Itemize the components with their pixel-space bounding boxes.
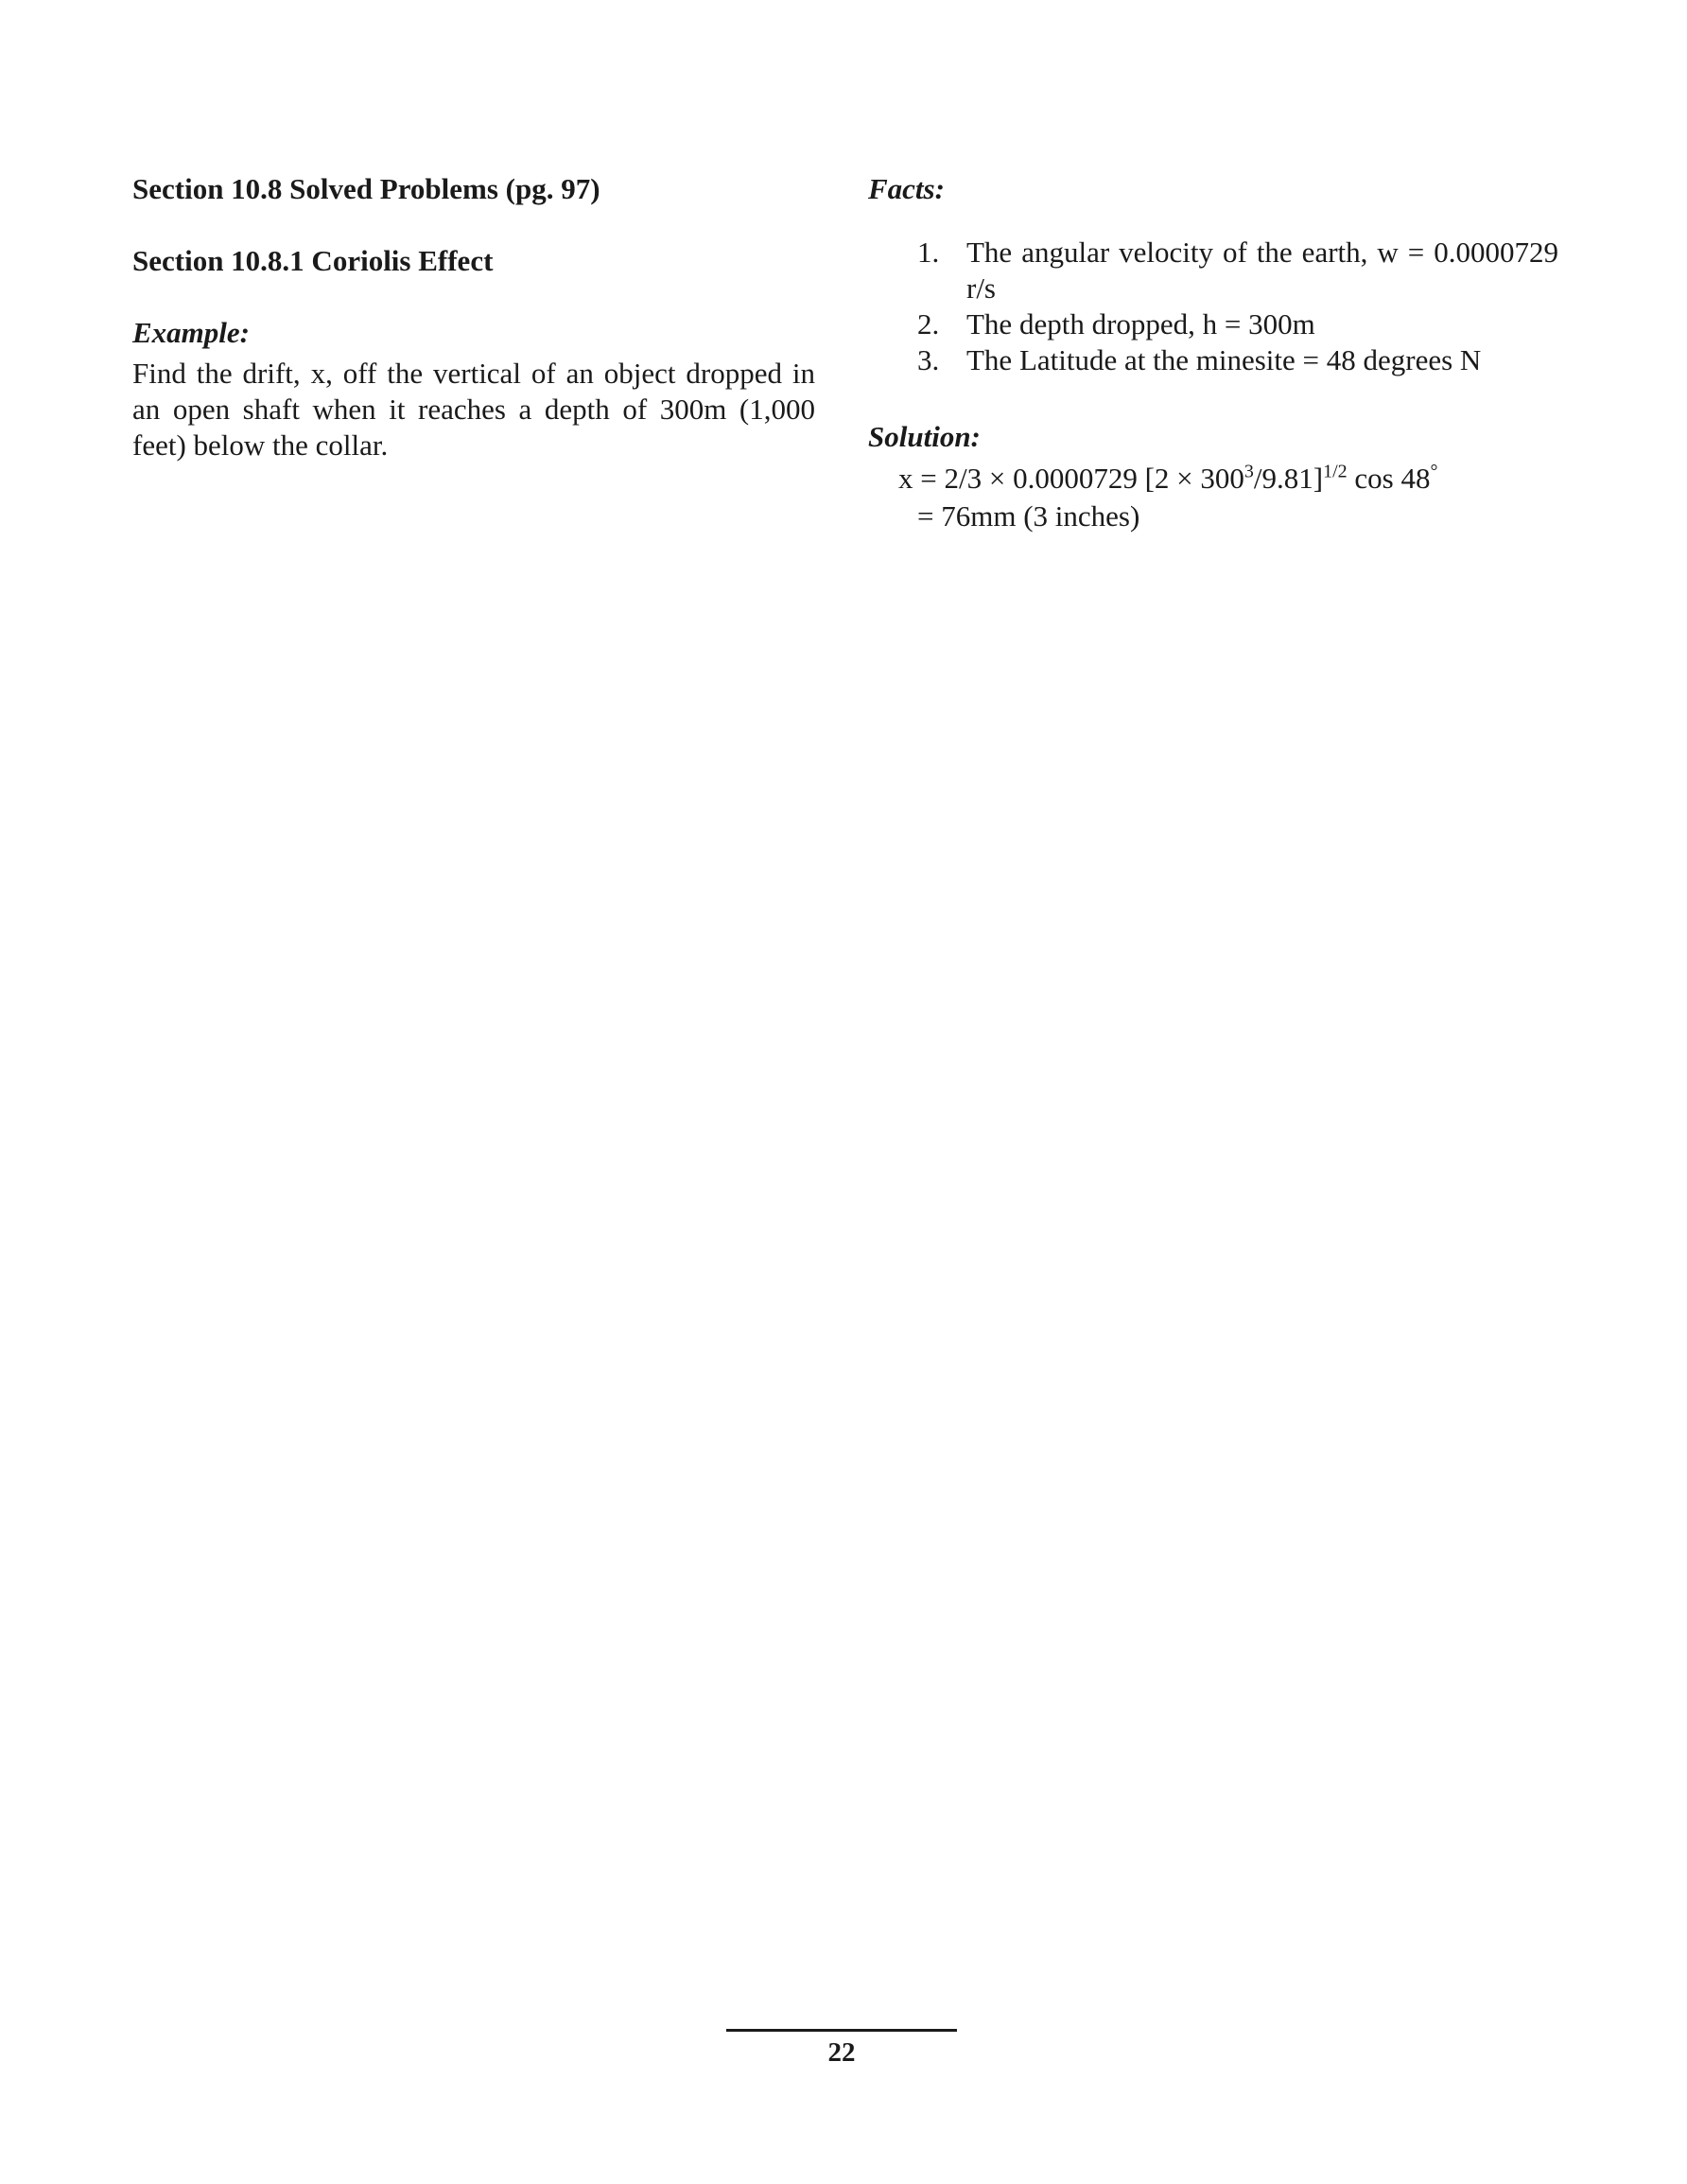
fact-item [868, 342, 1558, 378]
facts-list [868, 235, 1558, 378]
formula-part: x = 2/3 × 0.0000729 [2 × 300 [898, 462, 1244, 495]
footer-rule [726, 2029, 957, 2032]
example-label: Example: [132, 316, 250, 349]
subsection-heading: Section 10.8.1 Coriolis Effect [132, 244, 494, 277]
solution-result: = 76mm (3 inches) [917, 499, 1140, 533]
right-column [868, 170, 1558, 535]
formula-part: cos 48 [1347, 462, 1431, 495]
example-text: Find the drift, x, off the vertical of an object dropped in an open shaft when it reaches a depth of 300m (1,000 feet) below the collar. [132, 357, 815, 462]
fact-item [868, 235, 1558, 306]
left-column [132, 170, 815, 463]
section-heading: Section 10.8 Solved Problems (pg. 97) [132, 172, 600, 205]
formula-exponent: 1/2 [1323, 461, 1348, 482]
solution-label: Solution: [868, 420, 981, 453]
fact-number: 1. [917, 236, 940, 269]
fact-text: The depth dropped, h = 300m [966, 307, 1315, 341]
fact-number: 3. [917, 343, 940, 376]
facts-label: Facts: [868, 172, 945, 205]
solution-formula [898, 460, 1558, 498]
fact-text: The Latitude at the minesite = 48 degrees N [966, 343, 1482, 376]
fact-item [868, 306, 1558, 342]
formula-part: /9.81] [1253, 462, 1324, 495]
formula-exponent: 3 [1244, 461, 1254, 482]
page-number: 22 [827, 2037, 856, 2068]
fact-text: The angular velocity of the earth, w = 0.0000729 r/s [966, 236, 1558, 305]
degree-symbol: ° [1430, 461, 1438, 482]
fact-number: 2. [917, 307, 940, 341]
